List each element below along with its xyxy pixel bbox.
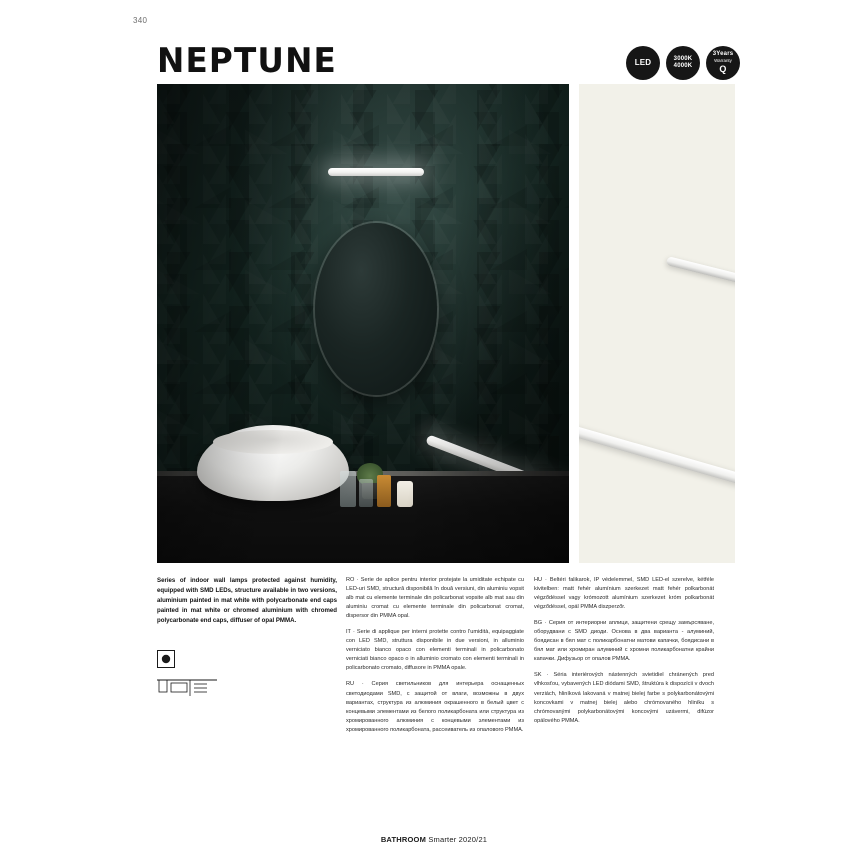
bottle-2: [359, 479, 373, 507]
bottle-4: [397, 481, 413, 507]
page-title: NEPTUNE: [157, 41, 337, 81]
bottle-3: [377, 475, 391, 507]
description-ro: RO · Serie de aplice pentru interior protejate la umiditate echipate cu LED-uri SMD, structură disponibilă în două versiuni, din aluminiu vopsit alb mat cu elemente terminale din policarbonat vopsite alb mat sau din aluminiu cromat cu elemente terminale din policarbonat cromat, dispersor din PMMA opal.: [346, 577, 524, 620]
hero-image: [157, 84, 569, 563]
product-lamp-bottom: [579, 414, 735, 493]
product-image-panel: [579, 84, 735, 563]
warranty-label: Warranty: [714, 58, 732, 64]
warranty-years: 3Years: [712, 51, 734, 58]
product-lamp-top: [666, 256, 735, 316]
description-column-3: [534, 576, 714, 733]
description-sk: SK · Séria interiérových nástenných svietidiel chránených pred vlhkosťou, vybavených LED diódami SMD, štruktúra k dispozícii v dvoch verziách, hliníková lakovaná v matnej bielej farbe s polykarbonátovými koncovkami v matnej bielej alebo chrómovaného hliníku s chrómovanými polykarbonátovými koncovými uzávermi, difúzor opálového PMMA.: [534, 672, 714, 724]
led-badge: [626, 46, 660, 80]
footer: [0, 835, 868, 844]
description-column-en: [157, 576, 337, 634]
footer-edition: Smarter 2020/21: [426, 835, 488, 844]
color-temperature-4000k: 4000K: [673, 63, 693, 69]
badge-group: [626, 46, 740, 80]
description-it: IT · Serie di applique per interni protette contro l'umidità, equipaggiate con LED SMD, struttura disponibile in due versioni, in alluminio verniciato bianco opaco con elementi terminali in policarbonato verniciati bianco opaco o in alluminio cromato con elementi terminali in policarbonato cromato, diffusore in PMMA opale.: [346, 629, 524, 672]
washbasin-inner: [213, 430, 333, 454]
description-bg: BG · Серия от интериорни аплици, защитени срещу замърсяване, оборудвани с SMD диоди. Основа в два варианта - алуминий, боядисан в бял мат с поликарбонатни матови капачки, боядисани в бял мат или хромиран алуминий с хромни поликарбонатни крайни капачки. Дифузьор от опалов PMMA.: [534, 620, 714, 663]
description-column-2: [346, 576, 524, 742]
round-mirror: [315, 223, 437, 395]
warranty-mark: Q: [719, 64, 727, 75]
wall-lamp-over-mirror: [328, 168, 424, 176]
warranty-badge: [706, 46, 740, 80]
washbasin: [197, 425, 349, 501]
color-temperature-3000k: 3000K: [673, 56, 693, 63]
description-hu: HU · Beltéri falikarok, IP védelemmel, SMD LED-el szerelve, kétféle kivitelben: matt fehér alumínium szerkezet matt fehér polkarbonát végződéssel vagy krómozott alumínium szerkezet króm polkarbonát végződéssel, opál PMMA diszperzőr.: [534, 577, 714, 611]
technical-drawing: [157, 650, 261, 702]
led-badge-label: LED: [634, 58, 652, 68]
page-number: 340: [133, 16, 148, 25]
footer-brand: BATHROOM: [380, 835, 427, 844]
description-ru: RU · Серия светильников для интерьера оснащенных светодиодами SMD, с защитой от влаги, возможны в двух вариантах, структура из алюминия окрашенного в белый цвет с концевыми элементами из белого поликарбоната или структура из хромированного алюминия с концевыми элементами из хромированного поликарбоната, рассеиватель из опалового PMMA.: [346, 681, 524, 733]
color-temperature-badge: [666, 46, 700, 80]
bottle-1: [340, 471, 356, 507]
description-en: Series of indoor wall lamps protected against humidity, equipped with SMD LEDs, structure available in two versions, aluminium painted in mat white with polycarbonate end caps painted in mat white or chromed aluminium with chromed polycarbonate end caps, diffuser of opal PMMA.: [157, 577, 337, 625]
